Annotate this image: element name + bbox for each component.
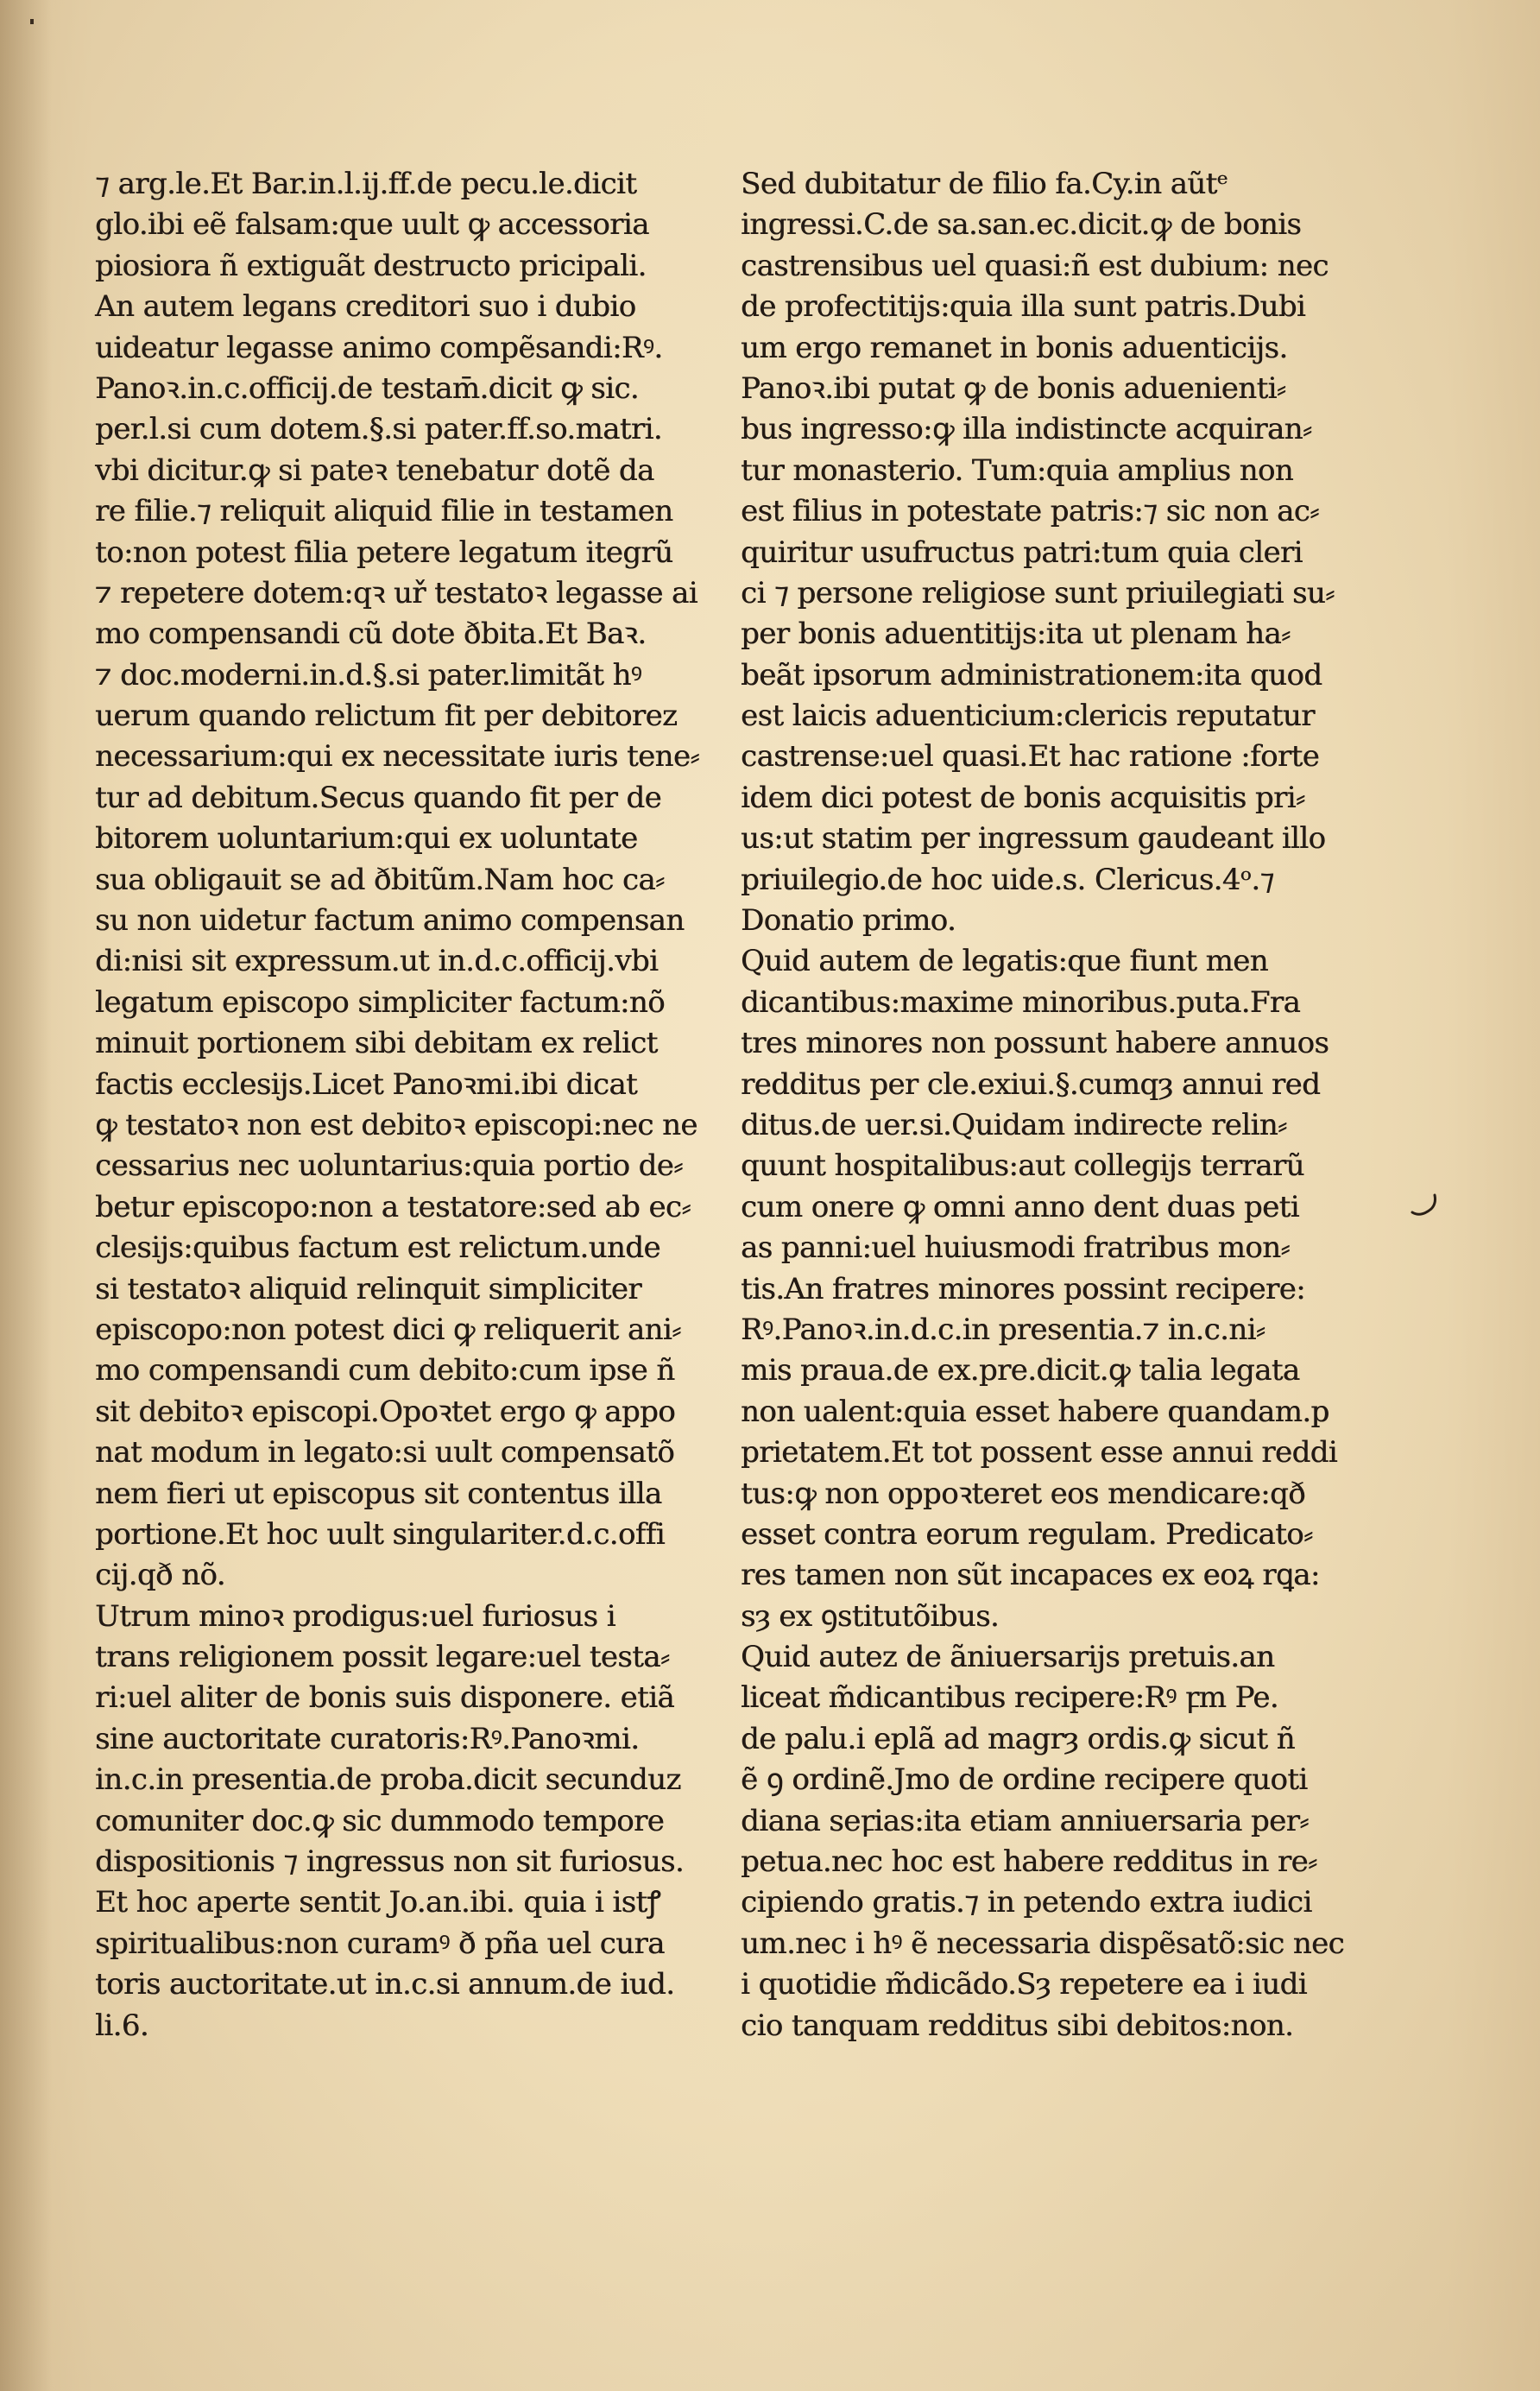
left-column-line: mo compensandi cum debito:cum ipse ñ [95, 1353, 675, 1388]
left-column-line: su non uidetur factum animo compensan [95, 903, 685, 939]
right-column-line: cipiendo gratis.⁊ in petendo extra iudici [741, 1885, 1312, 1920]
left-column-line: clesijs:quibus factum est relictum.unde [95, 1230, 660, 1266]
left-column-line: An autem legans creditori suo i dubio [95, 289, 636, 325]
left-column-line: si testatoꝛ aliquid relinquit simpliciter [95, 1271, 641, 1306]
right-column-line: tres minores non possunt habere annuos [741, 1026, 1329, 1061]
right-column-line: quiritur usufructus patri:tum quia cleri [741, 534, 1303, 570]
right-column-line: i quotidie m̃dicãdo.Sȝ repetere ea i iudi [741, 1967, 1307, 2002]
left-column-line: Et hoc aperte sentit Jo.an.ibi. quia i istꝭ [95, 1885, 660, 1920]
left-column-line: spiritualibus:non curamꝰ ð pña uel cura [95, 1926, 665, 1961]
left-column-line: to:non potest filia petere legatum itegrũ [95, 534, 673, 570]
right-column-line: prietatem.Et tot possent esse annui reddi [741, 1435, 1338, 1471]
right-column-line: ci ⁊ persone religiose sunt priuilegiati su⸗ [741, 575, 1335, 610]
left-column-line: nem fieri ut episcopus sit contentus illa [95, 1476, 662, 1511]
left-column-line: sine auctoritate curatoris:Rꝰ.Panoꝛmi. [95, 1721, 640, 1756]
right-column-line: castrense:uel quasi.Et hac ratione :forte [741, 739, 1320, 775]
right-column-line: est laicis aduenticium:clericis reputatur [741, 699, 1315, 734]
right-column-line: ingressi.C.de sa.san.ec.dicit.ꝙ de bonis [741, 207, 1302, 243]
right-column-line: bus ingresso:ꝙ illa indistincte acquiran⸗ [741, 412, 1312, 447]
right-column-line: Quid autem de legatis:que fiunt men [741, 944, 1268, 979]
right-column-line: dicantibus:maxime minoribus.puta.Fra [741, 984, 1301, 1020]
right-column-line: quunt hospitalibus:aut collegijs terrarũ [741, 1148, 1304, 1184]
right-column-line: mis praua.de ex.pre.dicit.ꝙ talia legata [741, 1353, 1300, 1388]
left-column-line: sua obligauit se ad ðbitũm.Nam hoc ca⸗ [95, 862, 665, 897]
left-column-line: vbi dicitur.ꝙ si pateꝛ tenebatur dotẽ da [95, 452, 654, 488]
right-text-column [741, 164, 1379, 2046]
left-column-line: minuit portionem sibi debitam ex relict [95, 1026, 658, 1061]
right-column-line: Sed dubitatur de filio fa.Cy.in aũtᵉ [741, 167, 1228, 201]
left-column-line: di:nisi sit expressum.ut in.d.c.officij.vbi [95, 944, 659, 979]
left-column-line: factis ecclesijs.Licet Panoꝛmi.ibi dicat [95, 1066, 638, 1102]
right-column-line: tus:ꝙ non oppoꝛteret eos mendicare:qð [741, 1476, 1306, 1511]
right-column-line: cio tanquam redditus sibi debitos:non. [741, 2008, 1294, 2043]
left-column-line: Utrum minoꝛ prodigus:uel furiosus i [95, 1598, 615, 1634]
right-column-line: priuilegio.de hoc uide.s. Clericus.4ᵒ.⁊ [741, 862, 1274, 897]
right-column-line: sȝ ex ꝯstitutõibus. [741, 1598, 1000, 1634]
marginal-ink-mark [1409, 1192, 1443, 1221]
left-column-line: sit debitoꝛ episcopi.Opoꝛtet ergo ꝙ appo [95, 1394, 676, 1429]
right-column-line: us:ut statim per ingressum gaudeant illo [741, 821, 1326, 857]
ink-speck [30, 19, 34, 24]
left-column-line: cij.qð nõ. [95, 1558, 225, 1593]
left-column-line: cessarius nec uoluntarius:quia portio de⸗ [95, 1148, 683, 1184]
left-column-line: betur episcopo:non a testatore:sed ab ec⸗ [95, 1189, 691, 1224]
right-column-line: liceat m̃dicantibus recipere:Rꝰ ꝼm Pe. [741, 1680, 1278, 1716]
right-column-line: Quid autez de ãniuersarijs pretuis.an [741, 1640, 1275, 1675]
right-column-line: ẽ ꝯ ordinẽ.Jmo de ordine recipere quoti [741, 1762, 1308, 1798]
right-column-line: cum onere ꝙ omni anno dent duas peti [741, 1189, 1299, 1224]
left-column-line: ꝙ testatoꝛ non est debitoꝛ episcopi:nec ne [95, 1107, 697, 1142]
left-column-line: comuniter doc.ꝙ sic dummodo tempore [95, 1803, 665, 1838]
left-column-line: uerum quando relictum fit per debitorez [95, 699, 678, 734]
left-column-line: tur ad debitum.Secus quando fit per de [95, 780, 662, 815]
left-column-line: mo compensandi cũ dote ðbita.Et Baꝛ. [95, 617, 647, 652]
left-column-line: episcopo:non potest dici ꝙ reliquerit ani⸗ [95, 1312, 681, 1347]
right-column-line: per bonis aduentitijs:ita ut plenam ha⸗ [741, 617, 1291, 652]
right-column-line: non ualent:quia esset habere quandam.p [741, 1394, 1329, 1429]
right-column-line: um ergo remanet in bonis aduenticijs. [741, 330, 1288, 365]
right-column-line: Panoꝛ.ibi putat ꝙ de bonis aduenienti⸗ [741, 370, 1286, 406]
left-column-line: ⁊ repetere dotem:qꝛ uř testatoꝛ legasse ai [95, 575, 697, 610]
left-text-column [95, 164, 699, 2046]
left-column-line: dispositionis ⁊ ingressus non sit furiosus. [95, 1844, 685, 1880]
left-column-line: necessarium:qui ex necessitate iuris tene⸗ [95, 739, 700, 775]
right-column-line: um.nec i hꝰ ẽ necessaria dispẽsatõ:sic nec [741, 1926, 1344, 1961]
left-column-line: glo.ibi eẽ falsam:que uult ꝙ accessoria [95, 207, 649, 243]
left-column-line: in.c.in presentia.de proba.dicit secunduz [95, 1762, 681, 1798]
gutter-shadow [0, 0, 52, 2391]
right-column-line: est filius in potestate patris:⁊ sic non ac⸗ [741, 494, 1319, 529]
left-column-line: ⁊ arg.le.Et Bar.in.l.ij.ff.de pecu.le.dicit [95, 167, 637, 201]
right-column-line: res tamen non sũt incapaces ex eoꝝ rꝗa: [741, 1558, 1320, 1593]
left-column-line: nat modum in legato:si uult compensatõ [95, 1435, 675, 1471]
left-column-line: uideatur legasse animo compẽsandi:Rꝰ. [95, 330, 663, 365]
right-column-line: tur monasterio. Tum:quia amplius non [741, 452, 1294, 488]
left-column-line: toris auctoritate.ut in.c.si annum.de iud. [95, 1967, 675, 2002]
left-column-line: legatum episcopo simpliciter factum:nõ [95, 984, 665, 1020]
left-column-line: re filie.⁊ reliquit aliquid filie in testamen [95, 494, 673, 529]
left-column-line: per.l.si cum dotem.§.si pater.ff.so.matri. [95, 412, 662, 447]
right-column-line: diana seꝼias:ita etiam anniuersaria per⸗ [741, 1803, 1309, 1838]
left-column-line: li.6. [95, 2008, 148, 2043]
right-column-line: esset contra eorum regulam. Predicato⸗ [741, 1516, 1313, 1552]
right-column-line: de profectitijs:quia illa sunt patris.Dubi [741, 289, 1306, 325]
right-column-line: Rꝰ.Panoꝛ.in.d.c.in presentia.⁊ in.c.ni⸗ [741, 1312, 1265, 1347]
right-column-line: petua.nec hoc est habere redditus in re⸗ [741, 1844, 1317, 1880]
right-column-line: redditus per cle.exiui.§.cumqȝ annui red [741, 1066, 1321, 1102]
right-column-line: tis.An fratres minores possint recipere: [741, 1271, 1305, 1306]
left-column-line: portione.Et hoc uult singulariter.d.c.offi [95, 1516, 665, 1552]
right-column-line: castrensibus uel quasi:ñ est dubium: nec [741, 248, 1329, 283]
left-column-line: bitorem uoluntarium:qui ex uoluntate [95, 821, 638, 857]
right-column-line: as panni:uel huiusmodi fratribus mon⸗ [741, 1230, 1291, 1266]
right-column-line: beãt ipsorum administrationem:ita quod [741, 657, 1322, 693]
right-column-line: de palu.i eplã ad magrȝ ordis.ꝙ sicut ñ [741, 1721, 1295, 1756]
right-column-line: ditus.de uer.si.Quidam indirecte relin⸗ [741, 1107, 1287, 1142]
right-column-line: Donatio primo. [741, 903, 956, 939]
left-column-line: piosiora ñ extiguãt destructo pricipali. [95, 248, 647, 283]
left-column-line: Panoꝛ.in.c.officij.de testam̄.dicit ꝙ sic. [95, 370, 639, 406]
left-column-line: ri:uel aliter de bonis suis disponere. etiã [95, 1680, 675, 1716]
left-column-line: ⁊ doc.moderni.in.d.§.si pater.limitãt hꝰ [95, 657, 642, 693]
left-column-line: trans religionem possit legare:uel testa⸗ [95, 1640, 670, 1675]
right-column-line: idem dici potest de bonis acquisitis pri⸗ [741, 780, 1305, 815]
